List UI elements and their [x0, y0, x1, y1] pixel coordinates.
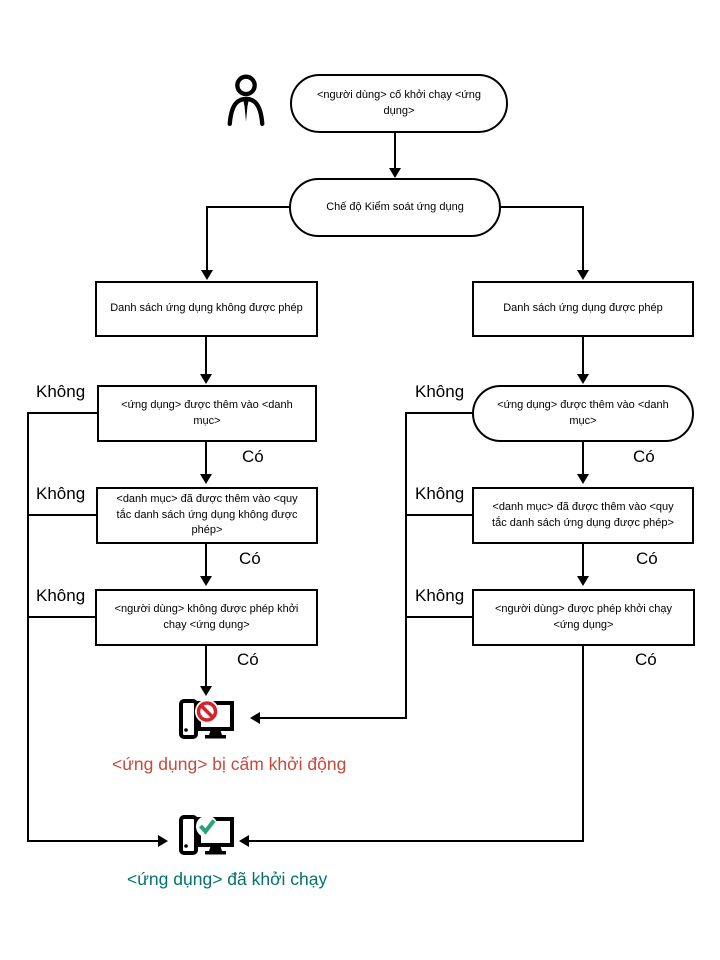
edge-label-yes: Có — [633, 447, 655, 466]
computer-blocked-icon — [178, 697, 236, 742]
edge-label-no: Không — [415, 382, 465, 401]
connector-segment — [27, 412, 29, 842]
edge-label-yes: Có — [237, 650, 259, 669]
computer-started-icon — [178, 813, 236, 858]
blocked-caption: <ứng dụng> bị cấm khởi động — [112, 754, 347, 774]
connector-segment — [405, 616, 472, 618]
connector-segment — [27, 514, 96, 516]
connector-segment — [205, 337, 207, 375]
connector-segment — [205, 646, 207, 687]
connector-segment — [394, 132, 396, 169]
arrowhead-icon — [577, 576, 589, 586]
node-allow-check-rule: <danh mục> đã được thêm vào <quy tắc danh sách ứng dụng được phép> — [472, 487, 694, 544]
user-icon — [226, 74, 266, 126]
arrowhead-icon — [389, 168, 401, 178]
connector-segment — [582, 646, 584, 842]
arrowhead-icon — [200, 474, 212, 484]
connector-segment — [249, 840, 584, 842]
check-badge — [196, 816, 218, 838]
connector-segment — [259, 717, 407, 719]
connector-segment — [405, 412, 407, 719]
connector-segment — [405, 412, 472, 414]
connector-segment — [205, 442, 207, 475]
arrowhead-icon — [239, 835, 249, 847]
started-caption: <ứng dụng> đã khởi chạy — [127, 869, 328, 889]
node-allow-verdict: <người dùng> được phép khởi chạy <ứng dụng> — [472, 589, 695, 646]
connector-segment — [501, 206, 583, 208]
edge-label-no: Không — [36, 586, 86, 605]
node-allow-check-category: <ứng dụng> được thêm vào <danh mục> — [472, 385, 694, 442]
edge-label-yes: Có — [242, 447, 264, 466]
arrowhead-icon — [200, 576, 212, 586]
connector-segment — [27, 616, 95, 618]
connector-segment — [206, 206, 208, 272]
connector-segment — [582, 337, 584, 375]
arrowhead-icon — [200, 374, 212, 384]
edge-label-no: Không — [415, 484, 465, 503]
node-denylist: Danh sách ứng dụng không được phép — [95, 281, 318, 337]
node-deny-check-category: <ứng dụng> được thêm vào <danh mục> — [97, 385, 317, 442]
connector-segment — [27, 840, 159, 842]
node-allowlist: Danh sách ứng dụng được phép — [472, 281, 694, 337]
edge-label-yes: Có — [635, 650, 657, 669]
arrowhead-icon — [200, 686, 212, 696]
arrowhead-icon — [250, 712, 260, 724]
node-deny-verdict: <người dùng> không được phép khởi chạy <ứng dụng> — [95, 589, 318, 646]
edge-label-no: Không — [415, 586, 465, 605]
arrowhead-icon — [158, 835, 168, 847]
edge-label-no: Không — [36, 382, 86, 401]
connector-segment — [205, 544, 207, 577]
connector-segment — [582, 544, 584, 577]
arrowhead-icon — [577, 374, 589, 384]
edge-label-yes: Có — [239, 549, 261, 568]
connector-segment — [582, 206, 584, 272]
connector-segment — [27, 412, 97, 414]
node-start: <người dùng> cố khởi chạy <ứng dụng> — [290, 74, 508, 133]
edge-label-yes: Có — [636, 549, 658, 568]
connector-segment — [405, 514, 472, 516]
arrowhead-icon — [201, 270, 213, 280]
arrowhead-icon — [577, 270, 589, 280]
connector-segment — [206, 206, 289, 208]
prohibited-badge — [195, 700, 219, 724]
node-control-mode: Chế độ Kiểm soát ứng dụng — [289, 178, 501, 237]
edge-label-no: Không — [36, 484, 86, 503]
node-deny-check-rule: <danh mục> đã được thêm vào <quy tắc danh sách ứng dụng không được phép> — [96, 487, 318, 544]
arrowhead-icon — [577, 474, 589, 484]
connector-segment — [582, 442, 584, 475]
